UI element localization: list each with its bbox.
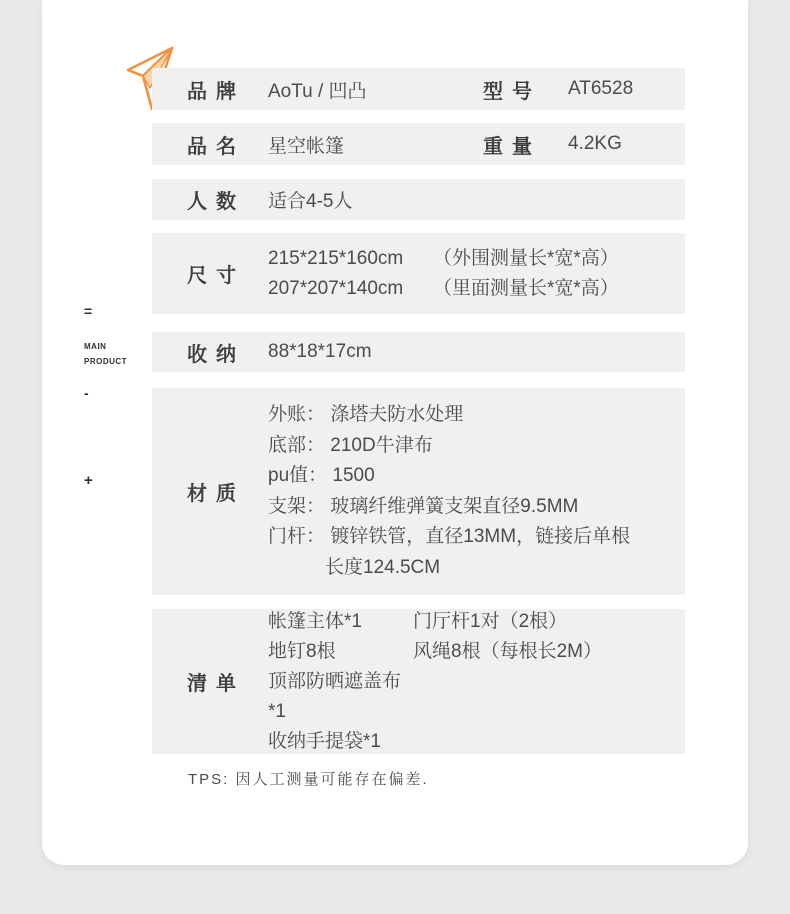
contents-label: 清单	[187, 673, 245, 695]
material-line-doorpole-continued: 长度124.5CM	[325, 556, 441, 578]
model-value: AT6528	[568, 78, 634, 99]
material-label: 材质	[187, 483, 245, 505]
rail-product-label: PRODUCT	[84, 357, 128, 366]
contents-values	[268, 607, 685, 757]
brand-value: AoTu / 凹凸	[268, 80, 367, 102]
contents-line-1	[268, 607, 685, 637]
contents-item-wind-ropes: 风绳8根（每根长2M）	[413, 640, 602, 662]
contents-item-stakes: 地钉8根	[268, 640, 336, 662]
weight-label: 重量	[483, 135, 541, 158]
contents-item-door-poles: 门厅杆1对（2根）	[413, 610, 568, 632]
measurement-disclaimer-note: TPS: 因人工测量可能存在偏差.	[188, 771, 429, 788]
rail-equals-mark: =	[84, 303, 93, 319]
storage-label: 收纳	[187, 343, 245, 366]
rail-minus-mark: -	[84, 385, 89, 401]
material-line-pu: pu值： 1500	[268, 465, 375, 486]
size-values	[268, 244, 685, 304]
material-line-pole: 支架： 玻璃纤维弹簧支架直径9.5MM	[268, 495, 579, 517]
size-inner-note: （里面测量长*宽*高）	[433, 277, 619, 299]
name-label: 品名	[187, 135, 245, 158]
name-value: 星空帐篷	[268, 135, 345, 157]
size-inner-dim: 207*207*140cm	[268, 277, 404, 299]
contents-line-3	[268, 667, 685, 727]
size-outer-note: （外围测量长*宽*高）	[433, 247, 619, 269]
spec-row-size	[152, 233, 685, 314]
size-outer-dim: 215*215*160cm	[268, 247, 404, 269]
spec-row-storage	[152, 332, 685, 372]
spec-row-contents	[152, 609, 685, 754]
contents-item-tent-body: 帐篷主体*1	[268, 610, 362, 632]
weight-value: 4.2KG	[568, 133, 622, 154]
material-line-doorpole: 门杆： 镀锌铁管，直径13MM，链接后单根	[268, 526, 631, 547]
model-label: 型号	[483, 80, 541, 103]
capacity-label: 人数	[187, 191, 245, 213]
spec-row-name-weight	[152, 123, 685, 165]
size-label: 尺寸	[187, 265, 245, 287]
brand-label: 品牌	[187, 80, 245, 103]
size-line-inner	[268, 274, 685, 304]
contents-item-top-cover: 顶部防晒遮盖布*1	[268, 670, 402, 722]
contents-line-4	[268, 727, 685, 757]
spec-row-brand-model	[152, 68, 685, 110]
spec-table	[152, 68, 685, 754]
size-line-outer	[268, 244, 685, 274]
rail-plus-mark: +	[84, 472, 93, 489]
spec-row-capacity	[152, 179, 685, 220]
storage-value: 88*18*17cm	[268, 341, 372, 362]
rail-main-label: MAIN	[84, 342, 107, 351]
material-line-outer-fabric: 外账： 涤塔夫防水处理	[268, 404, 464, 425]
material-values	[268, 400, 685, 583]
capacity-value: 适合4-5人	[268, 191, 353, 212]
contents-line-2	[268, 637, 685, 667]
spec-row-material	[152, 388, 685, 595]
contents-item-carry-bag: 收纳手提袋*1	[268, 730, 381, 752]
material-line-bottom: 底部： 210D牛津布	[268, 434, 433, 456]
